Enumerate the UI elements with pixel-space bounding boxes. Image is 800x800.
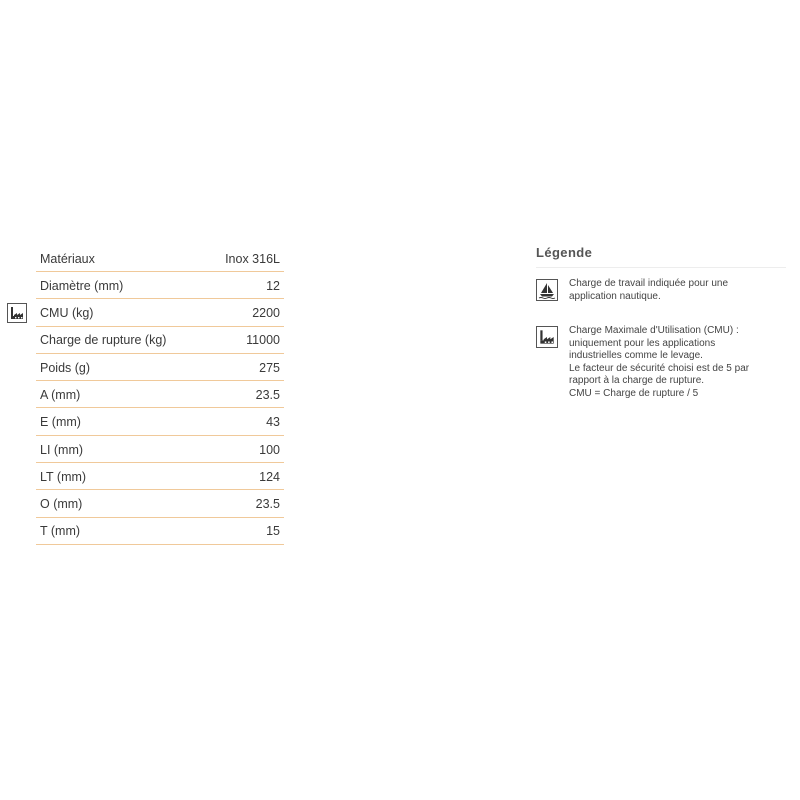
spec-label: O (mm) — [40, 497, 83, 512]
spec-label: A (mm) — [40, 387, 81, 402]
spec-value: 12 — [266, 278, 280, 293]
legend-line: Charge de travail indiquée pour une — [569, 278, 728, 289]
spec-row-a — [36, 382, 284, 408]
factory-icon — [7, 303, 27, 323]
spec-label: E (mm) — [40, 415, 81, 430]
legend-title: Légende — [536, 245, 786, 268]
spec-row-o — [36, 492, 284, 518]
spec-label: Poids (g) — [40, 360, 91, 375]
spec-label: Charge de rupture (kg) — [40, 333, 167, 348]
legend — [536, 245, 786, 400]
spec-row-cmu — [36, 301, 284, 327]
legend-line: uniquement pour les applications — [569, 337, 716, 349]
spec-row-diametre — [36, 273, 284, 299]
spec-value: 15 — [266, 524, 280, 539]
spec-row-t — [36, 519, 284, 545]
legend-text — [569, 278, 728, 303]
legend-item-industrial — [536, 325, 786, 400]
spec-value: 2200 — [252, 306, 280, 321]
legend-line: industrielles comme le levage. — [569, 350, 703, 361]
spec-row-li — [36, 437, 284, 463]
spec-row-poids — [36, 355, 284, 381]
factory-icon — [536, 326, 558, 348]
legend-line: Le facteur de sécurité choisi est de 5 par — [569, 362, 750, 374]
spec-row-e — [36, 410, 284, 436]
spec-value: 275 — [259, 360, 280, 375]
spec-table — [36, 246, 284, 545]
legend-line: CMU = Charge de rupture / 5 — [569, 387, 699, 399]
legend-line: application nautique. — [569, 290, 661, 302]
spec-label: CMU (kg) — [40, 306, 94, 321]
spec-label: LI (mm) — [40, 442, 84, 457]
spec-label: Matériaux — [40, 251, 95, 266]
spec-label: LT (mm) — [40, 469, 87, 484]
spec-value: 124 — [259, 469, 280, 484]
spec-value: 43 — [266, 415, 280, 430]
spec-row-lt — [36, 464, 284, 490]
spec-value: 23.5 — [255, 497, 280, 512]
spec-label: Diamètre (mm) — [40, 278, 124, 293]
spec-value: Inox 316L — [225, 251, 280, 266]
legend-line: rapport à la charge de rupture. — [569, 375, 705, 386]
legend-item-nautical — [536, 278, 786, 303]
spec-row-charge-rupture — [36, 328, 284, 354]
spec-value: 23.5 — [255, 387, 280, 402]
legend-text — [569, 325, 749, 400]
spec-value: 11000 — [246, 333, 280, 348]
sailboat-icon — [536, 279, 558, 301]
spec-value: 100 — [259, 442, 280, 457]
spec-label: T (mm) — [40, 524, 81, 539]
spec-row-materiaux — [36, 246, 284, 272]
legend-line: Charge Maximale d'Utilisation (CMU) : — [569, 325, 739, 336]
